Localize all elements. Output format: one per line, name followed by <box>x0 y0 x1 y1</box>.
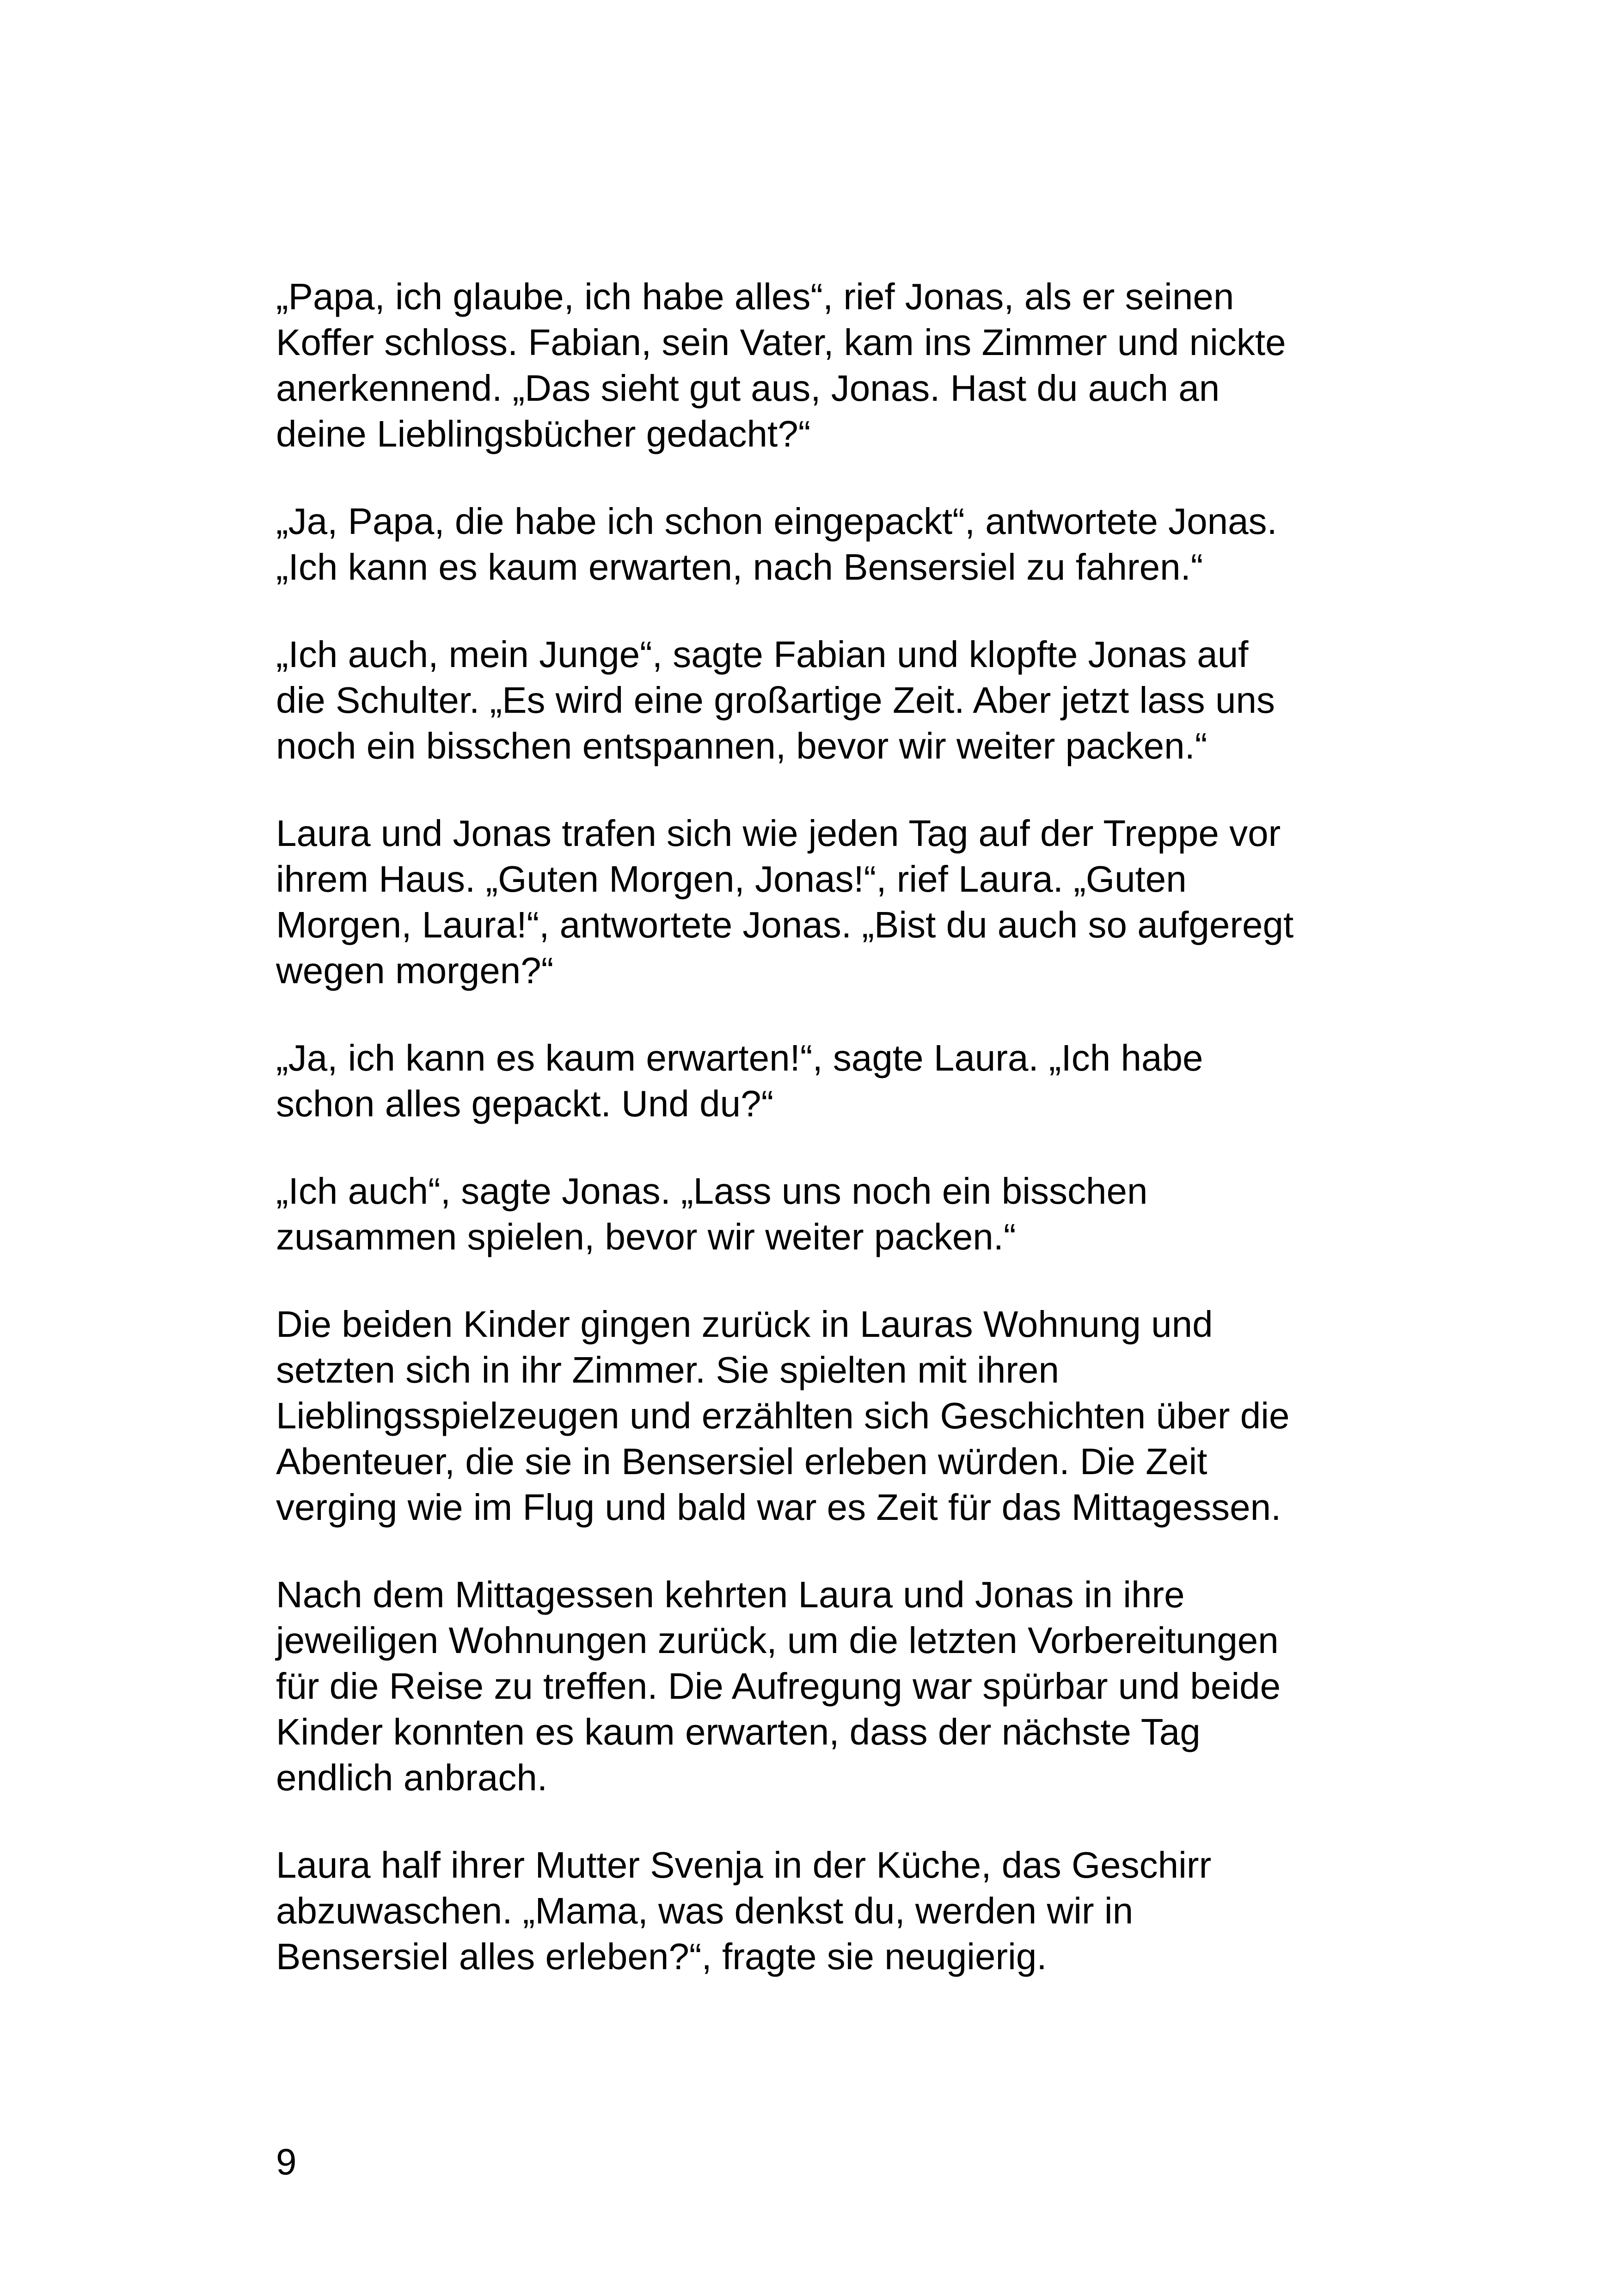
paragraph <box>276 1842 1478 1979</box>
text-line: schon alles gepackt. Und du?“ <box>276 1083 774 1124</box>
text-line: endlich anbrach. <box>276 1757 548 1798</box>
text-line: ihrem Haus. „Guten Morgen, Jonas!“, rief Laura. „Guten <box>276 858 1187 900</box>
text-line: Koffer schloss. Fabian, sein Vater, kam ins Zimmer und nickte <box>276 322 1286 363</box>
paragraph <box>276 274 1478 457</box>
text-line: „Ja, Papa, die habe ich schon eingepackt“, antwortete Jonas. <box>276 501 1277 542</box>
story-text-block <box>276 274 1478 2021</box>
paragraph <box>276 1301 1478 1530</box>
text-line: Nach dem Mittagessen kehrten Laura und Jonas in ihre <box>276 1574 1185 1615</box>
text-line: Laura half ihrer Mutter Svenja in der Küche, das Geschirr <box>276 1844 1212 1886</box>
text-line: „Ja, ich kann es kaum erwarten!“, sagte Laura. „Ich habe <box>276 1037 1203 1078</box>
paragraph <box>276 810 1478 993</box>
text-line: Morgen, Laura!“, antwortete Jonas. „Bist du auch so aufgeregt <box>276 904 1294 945</box>
page-number: 9 <box>276 2141 297 2182</box>
text-line: anerkennend. „Das sieht gut aus, Jonas. Hast du auch an <box>276 367 1220 409</box>
text-line: setzten sich in ihr Zimmer. Sie spielten mit ihren <box>276 1349 1059 1390</box>
text-line: wegen morgen?“ <box>276 950 554 991</box>
text-line: „Ich auch, mein Junge“, sagte Fabian und klopfte Jonas auf <box>276 634 1249 675</box>
text-line: „Ich kann es kaum erwarten, nach Bensersiel zu fahren.“ <box>276 546 1203 588</box>
text-line: „Ich auch“, sagte Jonas. „Lass uns noch ein bisschen <box>276 1170 1148 1212</box>
text-line: abzuwaschen. „Mama, was denkst du, werden wir in <box>276 1890 1134 1931</box>
paragraph <box>276 498 1478 590</box>
text-line: Abenteuer, die sie in Bensersiel erleben würden. Die Zeit <box>276 1441 1207 1482</box>
paragraph <box>276 1168 1478 1260</box>
text-line: noch ein bisschen entspannen, bevor wir weiter packen.“ <box>276 725 1207 766</box>
text-line: jeweiligen Wohnungen zurück, um die letzten Vorbereitungen <box>276 1620 1279 1661</box>
text-line: Lieblingsspielzeugen und erzählten sich Geschichten über die <box>276 1395 1290 1436</box>
text-line: „Papa, ich glaube, ich habe alles“, rief Jonas, als er seinen <box>276 276 1234 317</box>
text-line: verging wie im Flug und bald war es Zeit für das Mittagessen. <box>276 1487 1281 1528</box>
text-line: die Schulter. „Es wird eine großartige Zeit. Aber jetzt lass uns <box>276 680 1275 721</box>
paragraph <box>276 631 1478 769</box>
paragraph <box>276 1035 1478 1127</box>
text-line: zusammen spielen, bevor wir weiter packen.“ <box>276 1216 1016 1257</box>
text-line: für die Reise zu treffen. Die Aufregung war spürbar und beide <box>276 1665 1281 1707</box>
paragraph <box>276 1572 1478 1800</box>
text-line: Bensersiel alles erleben?“, fragte sie neugierig. <box>276 1936 1047 1977</box>
text-line: Laura und Jonas trafen sich wie jeden Tag auf der Treppe vor <box>276 813 1281 854</box>
text-line: Die beiden Kinder gingen zurück in Lauras Wohnung und <box>276 1304 1213 1345</box>
text-line: Kinder konnten es kaum erwarten, dass der nächste Tag <box>276 1711 1201 1752</box>
text-line: deine Lieblingsbücher gedacht?“ <box>276 413 811 454</box>
